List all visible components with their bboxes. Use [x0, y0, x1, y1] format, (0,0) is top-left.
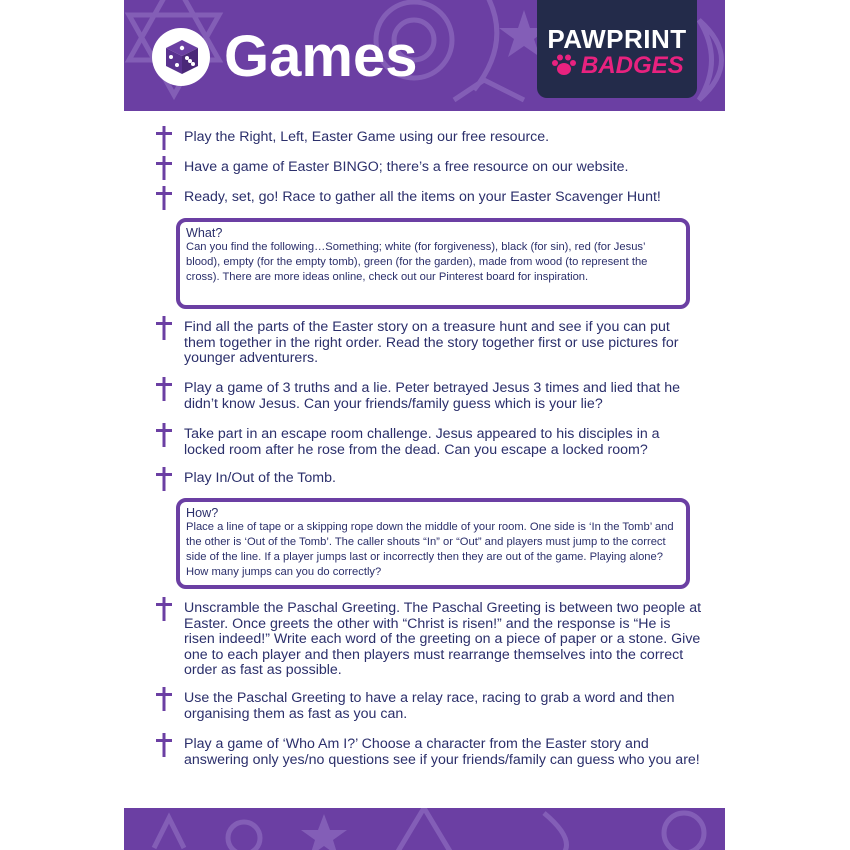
cross-icon [155, 316, 173, 340]
brand-name: PAWPRINT [547, 24, 687, 54]
dice-badge [152, 28, 210, 86]
cross-icon [155, 687, 173, 711]
brand-subname: BADGES [581, 52, 684, 79]
list-item: Use the Paschal Greeting to have a relay race, racing to grab a word and then organising them as fast as you can. [184, 690, 675, 722]
paw-icon [551, 54, 577, 76]
cross-icon [155, 126, 173, 150]
cross-icon [155, 156, 173, 180]
list-item: Take part in an escape room challenge. Jesus appeared to his disciples in a locked room after he rose from the dead. Can you escape a locked room? [184, 426, 660, 458]
dice-icon [152, 28, 210, 86]
list-item: Find all the parts of the Easter story on a treasure hunt and see if you can put them together in the right order. Read the story together first or use pictures for younger adventurers. [184, 319, 679, 366]
info-box-text: Place a line of tape or a skipping rope down the middle of your room. One side is ‘In the Tomb’ and the other is ‘Out of the Tomb’. The caller shouts “In” or “Out” and players must jump to the correct side of the line. If a player jumps last or incorrectly then they are out of the game. Playing alone? How many jumps can you do correctly? [186, 521, 674, 578]
cross-icon [155, 467, 173, 491]
brand-logo [537, 0, 697, 98]
cross-icon [155, 423, 173, 447]
cross-icon [155, 186, 173, 210]
list-item: Unscramble the Paschal Greeting. The Paschal Greeting is between two people at Easter. Once greets the other with “Christ is risen!” and the response is “He is risen indeed!” Write each word of the greeting on a piece of paper or a stone. Give one to each player and then players must rearrange themselves into the correct order as fast as possible. [184, 600, 702, 678]
list-item: Play the Right, Left, Easter Game using our free resource. [184, 129, 550, 145]
list-item: Have a game of Easter BINGO; there’s a free resource on our website. [184, 159, 629, 175]
info-box-what [176, 218, 690, 309]
info-box-how [176, 498, 690, 589]
header-banner [124, 0, 725, 111]
cross-icon [155, 597, 173, 621]
info-box-title: How? [186, 506, 219, 520]
list-item: Play a game of ‘Who Am I?’ Choose a character from the Easter story and answering only yes/no questions see if your friends/family can guess who you are! [184, 736, 700, 768]
cross-icon [155, 733, 173, 757]
info-box-title: What? [186, 226, 223, 240]
footer-banner [124, 808, 725, 850]
background-decoration [124, 808, 725, 850]
cross-icon [155, 377, 173, 401]
list-item: Play a game of 3 truths and a lie. Peter betrayed Jesus 3 times and lied that he didn’t know Jesus. Can your friends/family guess which is your lie? [184, 380, 681, 412]
page-title: Games [224, 24, 418, 89]
info-box-text: Can you find the following…Something; white (for forgiveness), black (for sin), red (for Jesus’ blood), empty (for the empty tomb), green (for the garden), made from wood (to represent the cross). There are more ideas online, check out our Pinterest board for inspiration. [186, 241, 648, 283]
list-item: Play In/Out of the Tomb. [184, 470, 336, 486]
activity-sheet [124, 0, 725, 850]
list-item: Ready, set, go! Race to gather all the items on your Easter Scavenger Hunt! [184, 189, 661, 205]
